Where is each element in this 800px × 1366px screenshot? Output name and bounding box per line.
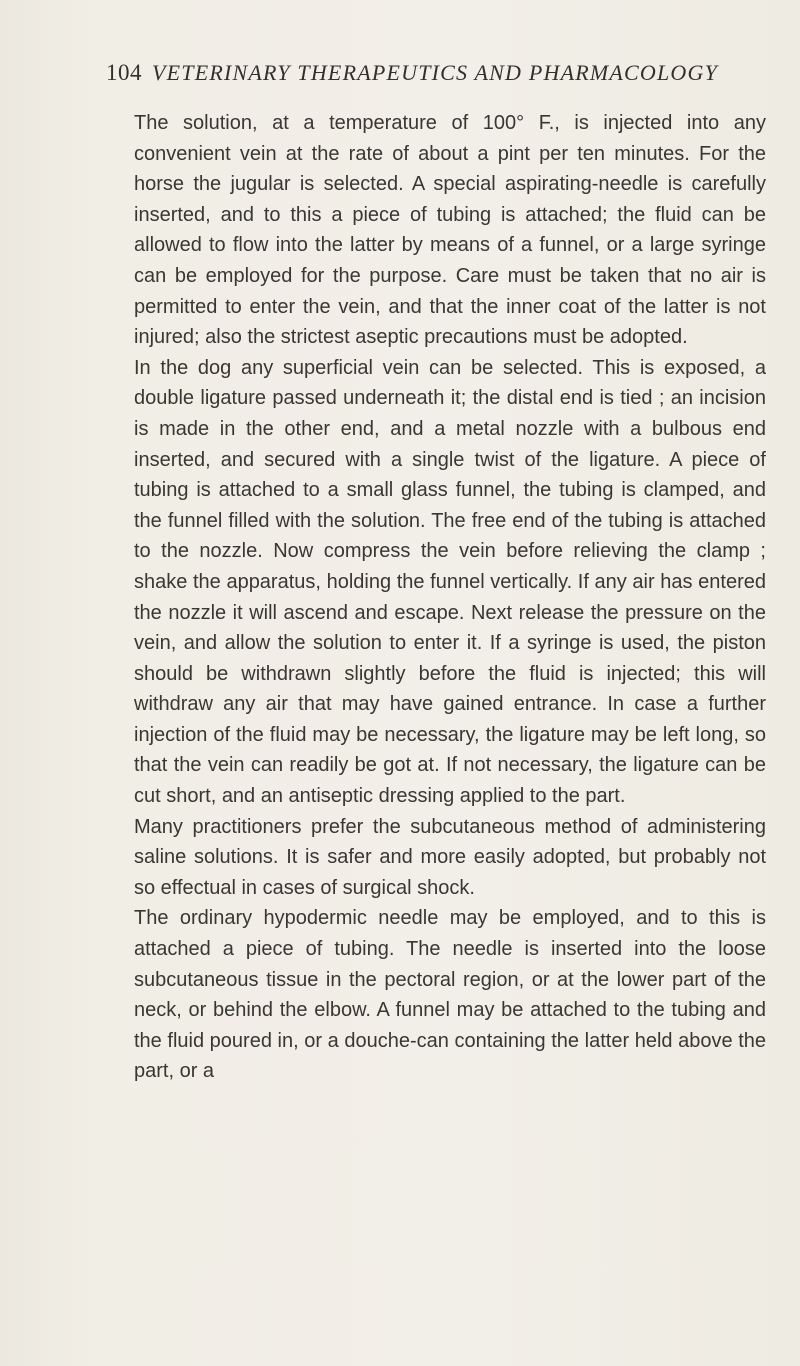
paragraph: The solution, at a temperature of 100° F., is injected into any convenient vein at the rate of about a pint per ten minutes. For the horse the jugular is selected. A special aspirating-needle is carefully inserted, and to this a piece of tubing is attached; the fluid can be allowed to flow into the latter by means of a funnel, or a large syringe can be employed for the purpose. Care must be taken that no air is permitted to enter the vein, and that the inner coat of the latter is not injured; also the strictest aseptic precautions must be adopted. <box>134 112 766 349</box>
paragraph: In the dog any superficial vein can be selected. This is exposed, a double ligature passed underneath it; the distal end is tied ; an incision is made in the other end, and a metal nozzle with a bulbous end inserted, and secured with a single twist of the ligature. A piece of tubing is attached to a small glass funnel, the tubing is clamped, and the funnel filled with the solution. The free end of the tubing is attached to the nozzle. Now compress the vein before relieving the clamp ; shake the apparatus, holding the funnel vertically. If any air has entered the nozzle it will ascend and escape. Next release the pressure on the vein, and allow the solution to enter it. If a syringe is used, the piston should be withdrawn slightly before the fluid is injected; this will withdraw any air that may have gained entrance. In case a further injection of the fluid may be necessary, the ligature may be left long, so that the vein can readily be got at. If not necessary, the ligature can be cut short, and an antiseptic dressing applied to the part. <box>134 356 766 808</box>
body-text <box>134 108 766 1087</box>
paragraph: Many practitioners prefer the subcutaneous method of administering saline solutions. It is safer and more easily adopted, but probably not so effectual in cases of surgical shock. <box>134 815 766 899</box>
paragraph: The ordinary hypodermic needle may be employed, and to this is attached a piece of tubing. The needle is inserted into the loose subcutaneous tissue in the pectoral region, or at the lower part of the neck, or behind the elbow. A funnel may be attached to the tubing and the fluid poured in, or a douche-can containing the latter held above the part, or a <box>134 907 766 1083</box>
page-number: 104 <box>106 60 142 85</box>
running-head <box>106 60 766 96</box>
running-title: VETERINARY THERAPEUTICS AND PHARMACOLOGY <box>152 60 719 85</box>
